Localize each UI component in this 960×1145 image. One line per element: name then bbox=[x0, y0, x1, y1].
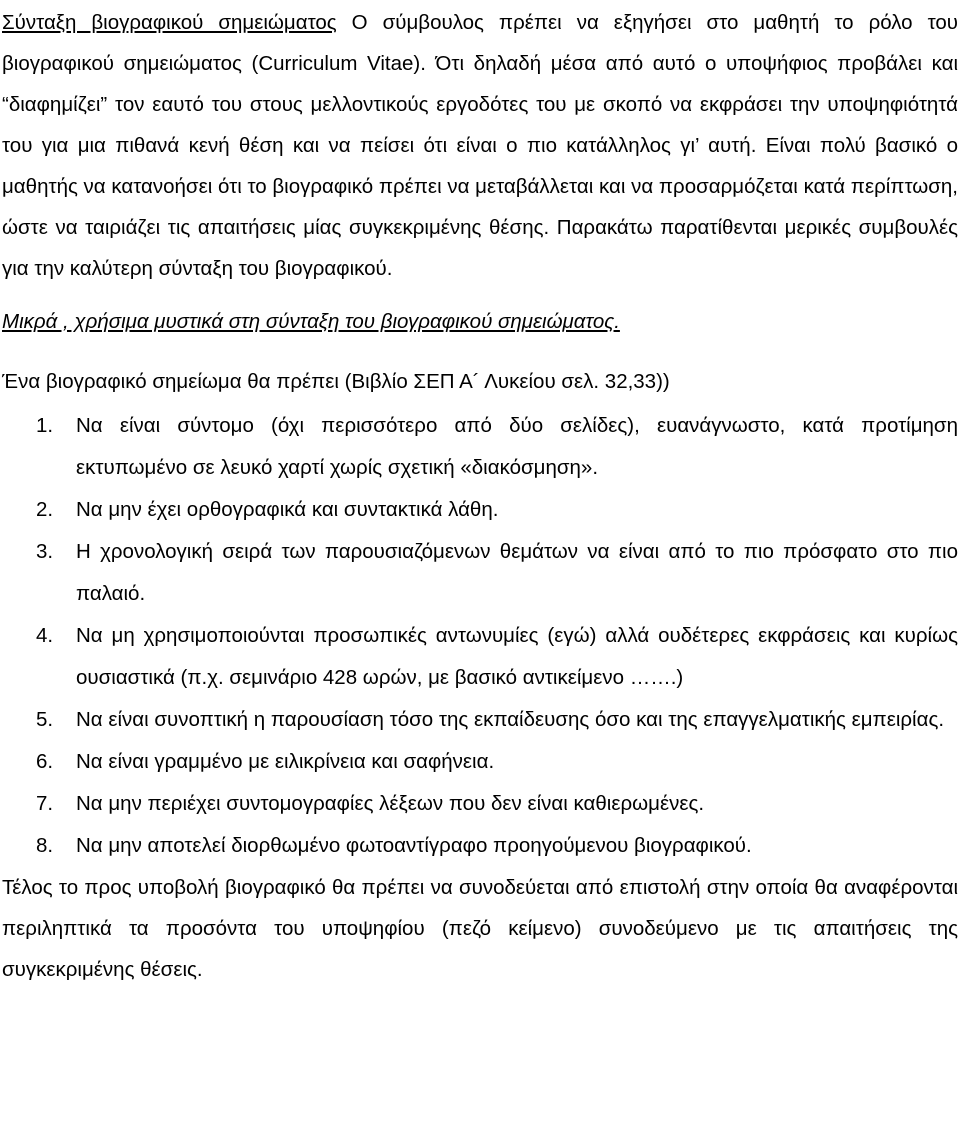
intro-paragraph bbox=[2, 0, 958, 289]
list-item-number: 4. bbox=[36, 624, 54, 647]
list-item-number: 1. bbox=[36, 414, 54, 437]
list-item bbox=[2, 783, 958, 825]
list-item-text: Να είναι γραμμένο με ειλικρίνεια και σαφήνεια. bbox=[76, 750, 495, 773]
section-heading: Σύνταξη βιογραφικού σημειώματος bbox=[2, 11, 337, 34]
list-item-number: 6. bbox=[36, 750, 54, 773]
list-item bbox=[2, 825, 958, 867]
list-item bbox=[2, 741, 958, 783]
list-item-text: Να μην περιέχει συντομογραφίες λέξεων που δεν είναι καθιερωμένες. bbox=[76, 792, 705, 815]
list-item bbox=[2, 615, 958, 699]
list-item bbox=[2, 699, 958, 741]
advice-list bbox=[2, 405, 958, 867]
list-item-text: Να είναι συνοπτική η παρουσίαση τόσο της εκπαίδευσης όσο και της επαγγελματικής εμπειρίας. bbox=[76, 708, 945, 731]
list-item-text: Η χρονολογική σειρά των παρουσιαζόμενων θεμάτων να είναι από το πιο πρόσφατο στο πιο παλαιό. bbox=[76, 540, 958, 605]
list-item-text: Να μη χρησιμοποιούνται προσωπικές αντωνυμίες (εγώ) αλλά ουδέτερες εκφράσεις και κυρίως ουσιαστικά (π.χ. σεμινάριο 428 ωρών, με βασικό αντικείμενο …….) bbox=[76, 624, 958, 689]
list-item bbox=[2, 531, 958, 615]
list-item-number: 2. bbox=[36, 498, 54, 521]
list-item-text: Να μην αποτελεί διορθωμένο φωτοαντίγραφο προηγούμενου βιογραφικού. bbox=[76, 834, 752, 857]
list-item bbox=[2, 405, 958, 489]
list-item bbox=[2, 489, 958, 531]
intro-text: Ο σύμβουλος πρέπει να εξηγήσει στο μαθητή το ρόλο του βιογραφικού σημειώματος (Curriculum Vitae). Ότι δηλαδή μέσα από αυτό ο υποψήφιος προβάλει και “διαφημίζει” τον εαυτό του στους μελλοντικούς εργοδότες του με σκοπό να εκφράσει την υποψηφιότητά του για μια πιθανά κενή θέση και να πείσει ότι είναι ο πιο κατάλληλος γι’ αυτή. Είναι πολύ βασικό ο μαθητής να κατανοήσει ότι το βιογραφικό πρέπει να μεταβάλλεται και να προσαρμόζεται κατά περίπτωση, ώστε να ταιριάζει τις απαιτήσεις μίας συγκεκριμένης θέσης. Παρακάτω παρατίθενται μερικές συμβουλές για την καλύτερη σύνταξη του βιογραφικού. bbox=[2, 11, 958, 280]
list-item-number: 8. bbox=[36, 834, 54, 857]
list-item-number: 7. bbox=[36, 792, 54, 815]
closing-paragraph: Τέλος το προς υποβολή βιογραφικό θα πρέπει να συνοδεύεται από επιστολή στην οποία θα αναφέρονται περιληπτικά τα προσόντα του υποψηφίου (πεζό κείμενο) συνοδεύμενο με τις απαιτήσεις της συγκεκριμένης θέσεις. bbox=[2, 876, 958, 981]
list-lead-sentence: Ένα βιογραφικό σημείωμα θα πρέπει (Βιβλίο ΣΕΠ Α´ Λυκείου σελ. 32,33)) bbox=[2, 370, 670, 393]
list-item-text: Να μην έχει ορθογραφικά και συντακτικά λάθη. bbox=[76, 498, 499, 521]
tips-subtitle: Μικρά , χρήσιμα μυστικά στη σύνταξη του βιογραφικού σημειώματος. bbox=[2, 310, 620, 333]
list-item-text: Να είναι σύντομο (όχι περισσότερο από δύο σελίδες), ευανάγνωστο, κατά προτίμηση εκτυπωμένο σε λευκό χαρτί χωρίς σχετική «διακόσμηση». bbox=[76, 414, 958, 479]
list-item-number: 3. bbox=[36, 540, 54, 563]
list-item-number: 5. bbox=[36, 708, 54, 731]
